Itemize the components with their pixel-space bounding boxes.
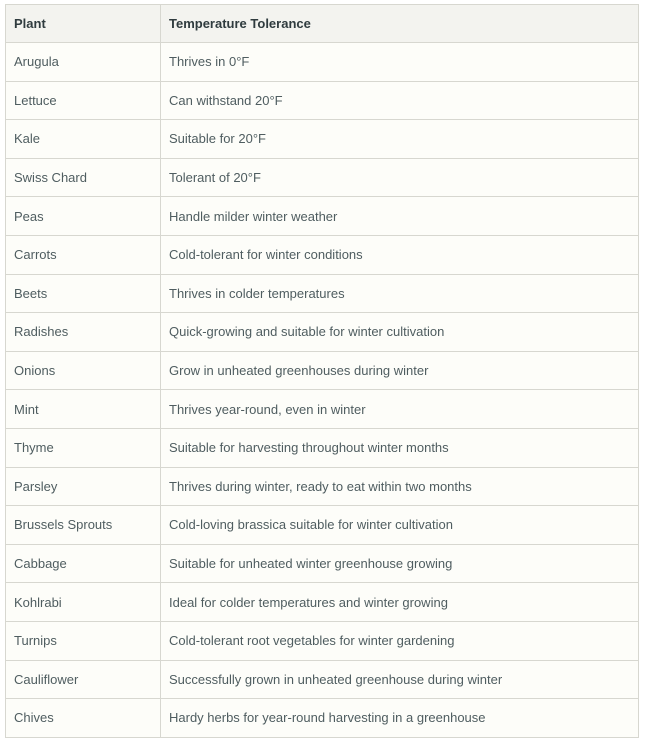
- cell-temperature-tolerance: Grow in unheated greenhouses during winter: [161, 351, 639, 390]
- cell-plant: Arugula: [6, 43, 161, 82]
- table-row: [6, 313, 639, 352]
- cell-temperature-tolerance: Can withstand 20°F: [161, 81, 639, 120]
- cell-temperature-tolerance: Cold-loving brassica suitable for winter cultivation: [161, 506, 639, 545]
- cell-temperature-tolerance: Successfully grown in unheated greenhouse during winter: [161, 660, 639, 699]
- cell-temperature-tolerance: Hardy herbs for year-round harvesting in a greenhouse: [161, 699, 639, 738]
- cell-plant: Radishes: [6, 313, 161, 352]
- cell-plant: Carrots: [6, 235, 161, 274]
- cell-temperature-tolerance: Thrives year-round, even in winter: [161, 390, 639, 429]
- cell-temperature-tolerance: Handle milder winter weather: [161, 197, 639, 236]
- table-row: [6, 81, 639, 120]
- table-row: [6, 621, 639, 660]
- cell-plant: Turnips: [6, 621, 161, 660]
- cell-plant: Mint: [6, 390, 161, 429]
- table-row: [6, 506, 639, 545]
- table-row: [6, 235, 639, 274]
- header-row: [6, 5, 639, 43]
- cell-plant: Kohlrabi: [6, 583, 161, 622]
- table-row: [6, 351, 639, 390]
- cell-plant: Cauliflower: [6, 660, 161, 699]
- header-temperature-tolerance: Temperature Tolerance: [161, 5, 639, 43]
- table-row: [6, 544, 639, 583]
- table-row: [6, 699, 639, 738]
- cell-plant: Swiss Chard: [6, 158, 161, 197]
- table-header: [6, 5, 639, 43]
- cell-temperature-tolerance: Suitable for 20°F: [161, 120, 639, 159]
- cell-temperature-tolerance: Tolerant of 20°F: [161, 158, 639, 197]
- cell-temperature-tolerance: Ideal for colder temperatures and winter growing: [161, 583, 639, 622]
- cell-plant: Chives: [6, 699, 161, 738]
- table-row: [6, 158, 639, 197]
- cell-temperature-tolerance: Cold-tolerant root vegetables for winter gardening: [161, 621, 639, 660]
- table-row: [6, 583, 639, 622]
- table-row: [6, 428, 639, 467]
- table-row: [6, 660, 639, 699]
- cell-plant: Peas: [6, 197, 161, 236]
- cell-temperature-tolerance: Cold-tolerant for winter conditions: [161, 235, 639, 274]
- cell-plant: Kale: [6, 120, 161, 159]
- cell-temperature-tolerance: Thrives during winter, ready to eat within two months: [161, 467, 639, 506]
- cell-plant: Cabbage: [6, 544, 161, 583]
- cell-temperature-tolerance: Suitable for unheated winter greenhouse growing: [161, 544, 639, 583]
- table-row: [6, 390, 639, 429]
- cell-plant: Lettuce: [6, 81, 161, 120]
- cell-plant: Parsley: [6, 467, 161, 506]
- cell-temperature-tolerance: Quick-growing and suitable for winter cultivation: [161, 313, 639, 352]
- cell-plant: Onions: [6, 351, 161, 390]
- cell-plant: Brussels Sprouts: [6, 506, 161, 545]
- table-row: [6, 197, 639, 236]
- cell-plant: Beets: [6, 274, 161, 313]
- table-row: [6, 467, 639, 506]
- header-plant: Plant: [6, 5, 161, 43]
- table-row: [6, 43, 639, 82]
- cell-temperature-tolerance: Thrives in 0°F: [161, 43, 639, 82]
- table-body: [6, 43, 639, 738]
- plant-temperature-table: [5, 4, 639, 738]
- plant-table-container: [5, 4, 638, 738]
- cell-temperature-tolerance: Thrives in colder temperatures: [161, 274, 639, 313]
- cell-plant: Thyme: [6, 428, 161, 467]
- cell-temperature-tolerance: Suitable for harvesting throughout winter months: [161, 428, 639, 467]
- table-row: [6, 274, 639, 313]
- table-row: [6, 120, 639, 159]
